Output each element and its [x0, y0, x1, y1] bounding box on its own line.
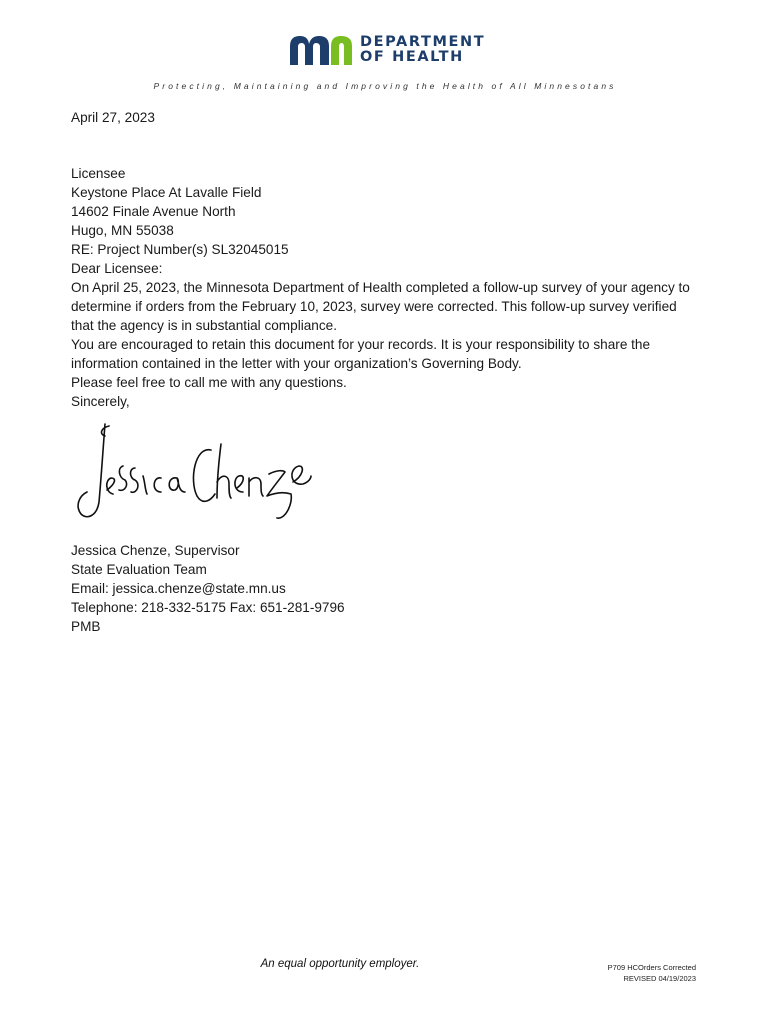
mn-logo-icon [289, 34, 355, 66]
letter-body [71, 108, 701, 636]
recipient-address [71, 164, 701, 240]
footer-form-info [608, 962, 696, 984]
logo-wordmark [360, 35, 485, 65]
signer-email: Email: jessica.chenze@state.mn.us [71, 581, 286, 596]
recipient-line: Licensee [71, 166, 126, 181]
signer-block [71, 541, 701, 617]
recipient-line: Keystone Place At Lavalle Field [71, 185, 262, 200]
mdh-logo [289, 34, 489, 68]
letter-date: April 27, 2023 [71, 110, 155, 125]
re-line: RE: Project Number(s) SL32045015 [71, 242, 289, 257]
body-paragraph: On April 25, 2023, the Minnesota Department of Health completed a follow-up survey of your agency to determine if orders from the February 10, 2023, survey were corrected. This follow-up survey verified that the agency is in substantial compliance. [71, 280, 690, 333]
closing: Sincerely, [71, 394, 130, 409]
salutation: Dear Licensee: [71, 261, 163, 276]
logo-line-2: OF HEALTH [360, 49, 464, 65]
signer-team: State Evaluation Team [71, 562, 207, 577]
body-paragraph: Please feel free to call me with any questions. [71, 375, 347, 390]
revised-date: REVISED 04/19/2023 [623, 974, 696, 983]
form-code: P709 HCOrders Corrected [607, 963, 696, 972]
handwritten-signature [71, 420, 331, 530]
signer-phone: Telephone: 218-332-5175 Fax: 651-281-9796 [71, 600, 345, 615]
logo-line-1: DEPARTMENT [360, 34, 486, 50]
tagline: Protecting, Maintaining and Improving the Health of All Minnesotans [153, 81, 617, 91]
footer-equal-opportunity [0, 958, 680, 970]
equal-opportunity-text: An equal opportunity employer. [260, 958, 420, 970]
signer-name-title: Jessica Chenze, Supervisor [71, 543, 240, 558]
recipient-line: Hugo, MN 55038 [71, 223, 174, 238]
body-paragraph: You are encouraged to retain this document for your records. It is your responsibility to share the information contained in the letter with your organization’s Governing Body. [71, 337, 651, 371]
typist-initials: PMB [71, 619, 101, 634]
recipient-line: 14602 Finale Avenue North [71, 204, 236, 219]
